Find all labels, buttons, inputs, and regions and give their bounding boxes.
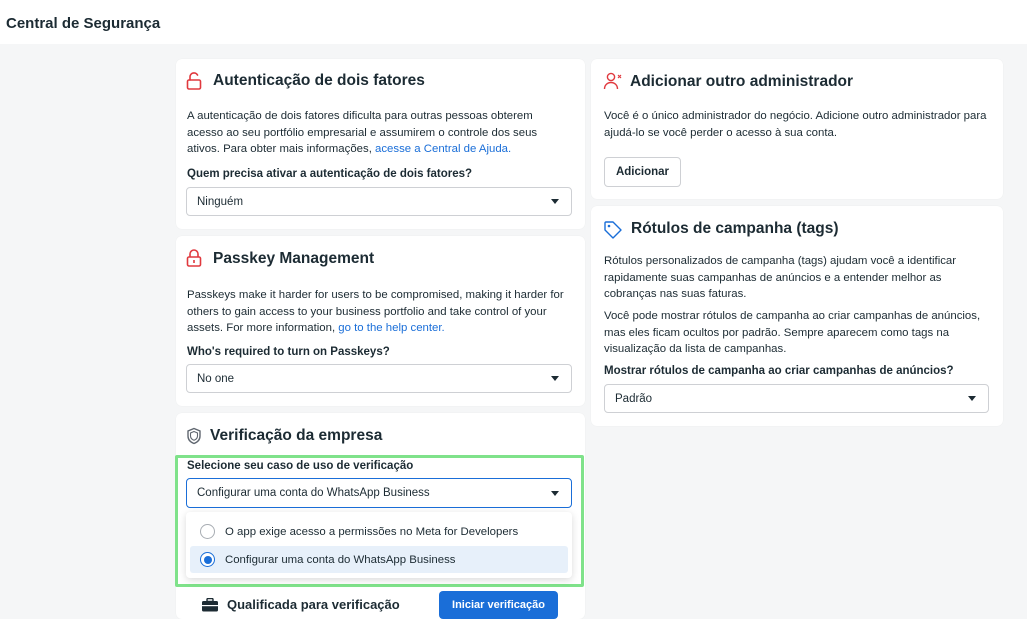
campaign-tags-title: Rótulos de campanha (tags) — [631, 220, 839, 237]
campaign-tags-description-1: Rótulos personalizados de campanha (tags) ajudam você a identificar rapidamente suas campanhas de anúncios e a entender melhor as cobranças nas suas faturas. — [604, 255, 957, 300]
option-whatsapp-business[interactable] — [190, 546, 568, 573]
briefcase-icon — [200, 595, 220, 615]
add-admin-title: Adicionar outro administrador — [630, 73, 854, 90]
passkey-question: Who's required to turn on Passkeys? — [187, 346, 390, 358]
two-factor-selected-value: Ninguém — [197, 195, 244, 208]
add-admin-button[interactable]: Adicionar — [604, 157, 681, 187]
two-factor-help-link[interactable]: acesse a Central de Ajuda. — [375, 143, 512, 155]
campaign-tags-card — [591, 206, 1003, 426]
passkey-selected-value: No one — [197, 372, 235, 385]
tag-icon — [603, 220, 623, 240]
chevron-down-icon — [551, 376, 559, 381]
add-person-icon — [603, 71, 623, 91]
passkey-title: Passkey Management — [213, 250, 375, 267]
two-factor-title: Autenticação de dois fatores — [213, 72, 425, 89]
campaign-tags-description-2: Você pode mostrar rótulos de campanha ao criar campanhas de anúncios, mas eles ficam ocultos por padrão. Sempre aparecem como tags na visualização da lista de campanhas. — [604, 310, 981, 355]
lock-icon — [184, 248, 204, 268]
campaign-tags-selected-value: Padrão — [615, 392, 653, 405]
chevron-down-icon — [551, 199, 559, 204]
campaign-tags-question: Mostrar rótulos de campanha ao criar campanhas de anúncios? — [604, 365, 954, 377]
verification-options-dropdown — [186, 512, 572, 578]
option-label: O app exige acesso a permissões no Meta for Developers — [225, 525, 519, 538]
two-factor-select[interactable] — [186, 187, 572, 216]
option-meta-developers[interactable] — [190, 518, 568, 545]
radio-button[interactable] — [200, 524, 215, 539]
business-verification-title: Verificação da empresa — [210, 427, 383, 444]
passkey-select[interactable] — [186, 364, 572, 393]
shield-icon — [184, 426, 204, 446]
start-verification-button[interactable]: Iniciar verificação — [439, 591, 558, 619]
passkey-description: Passkeys make it harder for users to be compromised, making it harder for others to gain access to your business portfolio and take control of your assets. For more information, go to the help center. — [187, 289, 564, 334]
eligibility-label: Qualificada para verificação — [227, 597, 400, 612]
campaign-tags-select[interactable] — [604, 384, 989, 413]
add-admin-description: Você é o único administrador do negócio. Adicione outro administrador para ajudá-lo se você perder o acesso à sua conta. — [604, 110, 987, 139]
radio-dot — [204, 556, 212, 564]
top-bar — [0, 0, 1027, 44]
two-factor-question: Quem precisa ativar a autenticação de dois fatores? — [187, 168, 473, 180]
passkey-card — [176, 236, 585, 406]
two-factor-description: A autenticação de dois fatores dificulta para outras pessoas obterem acesso ao seu portfólio empresarial e assumirem o controle dos seus ativos. Para obter mais informações, acesse a Central de Ajuda. — [187, 110, 538, 155]
option-label: Configurar uma conta do WhatsApp Business — [225, 553, 456, 566]
verification-selected-value: Configurar uma conta do WhatsApp Business — [197, 487, 430, 499]
passkey-help-link[interactable]: go to the help center. — [338, 322, 445, 334]
page-title: Central de Segurança — [6, 15, 161, 32]
two-factor-card — [176, 59, 585, 229]
chevron-down-icon — [968, 396, 976, 401]
verification-question: Selecione seu caso de uso de verificação — [187, 460, 414, 472]
add-admin-card — [591, 59, 1003, 199]
radio-button-selected[interactable] — [200, 552, 215, 567]
open-lock-icon — [184, 71, 204, 91]
